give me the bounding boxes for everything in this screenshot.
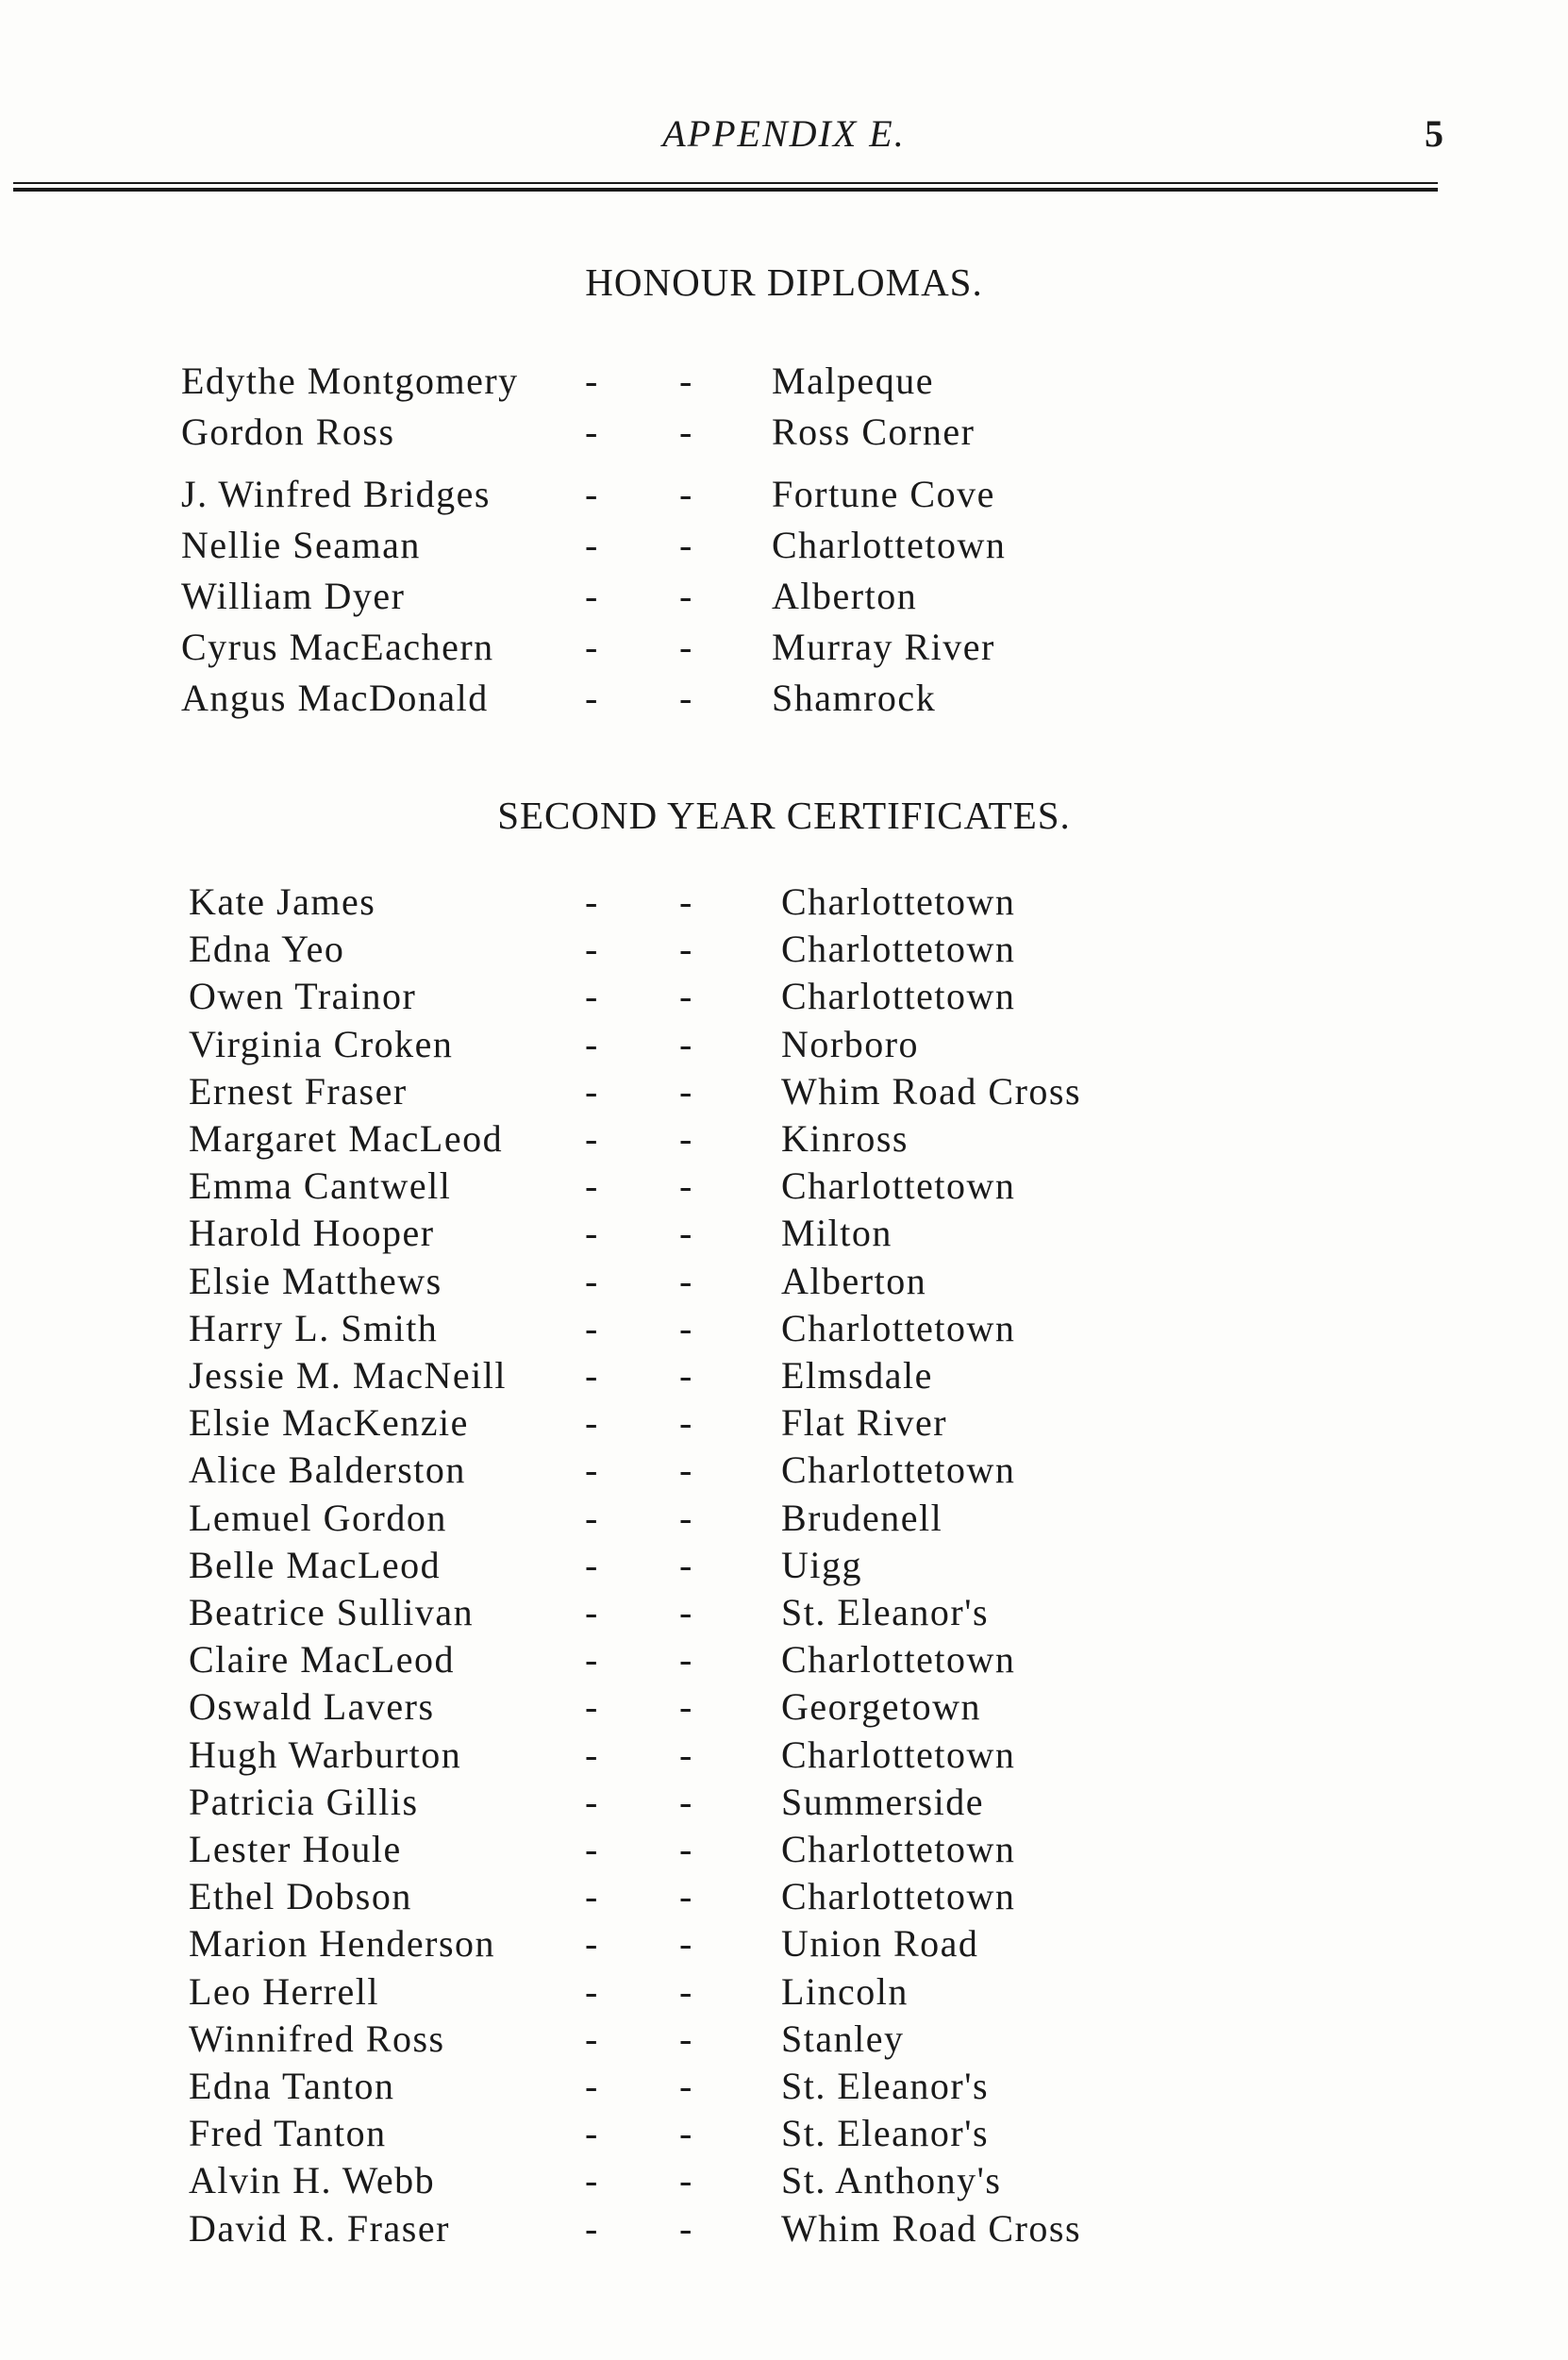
list-item bbox=[0, 1732, 1568, 1780]
entry-name: Hugh Warburton bbox=[189, 1733, 462, 1776]
leader-dash: - bbox=[585, 1354, 599, 1397]
list-item bbox=[0, 1684, 1568, 1732]
leader-dash: - bbox=[585, 2159, 599, 2201]
entry-name: William Dyer bbox=[181, 575, 406, 617]
leader-dash: - bbox=[585, 1828, 599, 1870]
leader-dash: - bbox=[679, 1733, 693, 1776]
entry-place: Charlottetown bbox=[781, 880, 1016, 923]
leader-dash: - bbox=[679, 360, 693, 402]
entry-name: Ernest Fraser bbox=[189, 1070, 408, 1113]
leader-dash: - bbox=[679, 1164, 693, 1207]
entry-place: Charlottetown bbox=[781, 1733, 1016, 1776]
entry-name: Harry L. Smith bbox=[189, 1307, 439, 1349]
leader-dash: - bbox=[679, 2207, 693, 2250]
leader-dash: - bbox=[679, 1544, 693, 1586]
entry-place: Summerside bbox=[781, 1781, 984, 1823]
leader-dash: - bbox=[679, 2159, 693, 2201]
entry-place: Lincoln bbox=[781, 1970, 909, 2013]
entry-place: Charlottetown bbox=[781, 1828, 1016, 1870]
leader-dash: - bbox=[679, 1307, 693, 1349]
list-item bbox=[0, 574, 1568, 621]
running-head bbox=[0, 111, 1568, 159]
leader-dash: - bbox=[679, 1354, 693, 1397]
entry-name: Claire MacLeod bbox=[189, 1638, 455, 1681]
entry-place: Union Road bbox=[781, 1922, 979, 1965]
leader-dash: - bbox=[585, 626, 599, 668]
leader-dash: - bbox=[679, 1685, 693, 1728]
list-item bbox=[0, 1259, 1568, 1306]
list-item bbox=[0, 1022, 1568, 1069]
entry-name: Edythe Montgomery bbox=[181, 360, 519, 402]
list-item bbox=[0, 472, 1568, 519]
leader-dash: - bbox=[679, 2065, 693, 2107]
entry-place: Kinross bbox=[781, 1117, 909, 1160]
leader-dash: - bbox=[679, 1638, 693, 1681]
list-item bbox=[0, 1211, 1568, 1258]
entry-place: Alberton bbox=[781, 1260, 927, 1302]
leader-dash: - bbox=[585, 2207, 599, 2250]
entry-name: Edna Yeo bbox=[189, 928, 345, 970]
leader-dash: - bbox=[585, 1260, 599, 1302]
entry-name: Angus MacDonald bbox=[181, 677, 489, 719]
leader-dash: - bbox=[585, 1307, 599, 1349]
list-item bbox=[0, 1874, 1568, 1921]
leader-dash: - bbox=[679, 524, 693, 566]
leader-dash: - bbox=[585, 1638, 599, 1681]
leader-dash: - bbox=[679, 1448, 693, 1491]
entry-place: St. Eleanor's bbox=[781, 2112, 990, 2154]
entry-name: Oswald Lavers bbox=[189, 1685, 435, 1728]
entry-name: Kate James bbox=[189, 880, 376, 923]
entry-name: Alvin H. Webb bbox=[189, 2159, 436, 2201]
leader-dash: - bbox=[679, 1401, 693, 1444]
list-item bbox=[0, 927, 1568, 974]
leader-dash: - bbox=[679, 1591, 693, 1633]
leader-dash: - bbox=[585, 1070, 599, 1113]
list-item bbox=[0, 1163, 1568, 1211]
leader-dash: - bbox=[585, 1212, 599, 1254]
entry-place: Ross Corner bbox=[772, 410, 976, 453]
entry-name: Emma Cantwell bbox=[189, 1164, 452, 1207]
entry-name: Gordon Ross bbox=[181, 410, 395, 453]
page-number: 5 bbox=[1425, 112, 1443, 155]
list-item bbox=[0, 1590, 1568, 1637]
entry-name: Beatrice Sullivan bbox=[189, 1591, 475, 1633]
leader-dash: - bbox=[679, 473, 693, 515]
list-item bbox=[0, 1069, 1568, 1116]
entry-name: Ethel Dobson bbox=[189, 1875, 412, 1917]
leader-dash: - bbox=[585, 2017, 599, 2060]
leader-dash: - bbox=[585, 1685, 599, 1728]
leader-dash: - bbox=[679, 1828, 693, 1870]
list-item bbox=[0, 359, 1568, 406]
list-item bbox=[0, 2017, 1568, 2064]
leader-dash: - bbox=[679, 880, 693, 923]
entry-name: Patricia Gillis bbox=[189, 1781, 419, 1823]
entry-place: Shamrock bbox=[772, 677, 937, 719]
entry-place: Charlottetown bbox=[772, 524, 1007, 566]
header-rule-thick bbox=[13, 188, 1438, 192]
list-item bbox=[0, 1921, 1568, 1968]
entry-place: Flat River bbox=[781, 1401, 948, 1444]
entry-name: Belle MacLeod bbox=[189, 1544, 442, 1586]
leader-dash: - bbox=[679, 626, 693, 668]
entry-place: Charlottetown bbox=[781, 1448, 1016, 1491]
leader-dash: - bbox=[585, 1164, 599, 1207]
entry-place: Elmsdale bbox=[781, 1354, 933, 1397]
leader-dash: - bbox=[679, 2017, 693, 2060]
leader-dash: - bbox=[585, 1591, 599, 1633]
leader-dash: - bbox=[585, 410, 599, 453]
leader-dash: - bbox=[679, 677, 693, 719]
leader-dash: - bbox=[679, 1260, 693, 1302]
entry-name: Leo Herrell bbox=[189, 1970, 379, 2013]
list-item bbox=[0, 1827, 1568, 1874]
leader-dash: - bbox=[585, 473, 599, 515]
list-item bbox=[0, 2158, 1568, 2205]
leader-dash: - bbox=[679, 1875, 693, 1917]
leader-dash: - bbox=[585, 975, 599, 1017]
list-item bbox=[0, 1969, 1568, 2017]
entry-place: Malpeque bbox=[772, 360, 934, 402]
leader-dash: - bbox=[679, 410, 693, 453]
leader-dash: - bbox=[585, 677, 599, 719]
leader-dash: - bbox=[585, 1544, 599, 1586]
entry-name: Virginia Croken bbox=[189, 1023, 454, 1065]
leader-dash: - bbox=[585, 880, 599, 923]
entry-place: Charlottetown bbox=[781, 928, 1016, 970]
entry-name: Winnifred Ross bbox=[189, 2017, 445, 2060]
entry-place: Brudenell bbox=[781, 1497, 943, 1539]
entry-place: Charlottetown bbox=[781, 1875, 1016, 1917]
entry-place: Uigg bbox=[781, 1544, 862, 1586]
entry-name: Cyrus MacEachern bbox=[181, 626, 494, 668]
entry-name: J. Winfred Bridges bbox=[181, 473, 491, 515]
leader-dash: - bbox=[679, 975, 693, 1017]
entry-name: Elsie MacKenzie bbox=[189, 1401, 469, 1444]
entry-name: Owen Trainor bbox=[189, 975, 417, 1017]
list-item bbox=[0, 523, 1568, 570]
entry-place: Charlottetown bbox=[781, 1307, 1016, 1349]
entry-place: Norboro bbox=[781, 1023, 920, 1065]
running-title: APPENDIX E. bbox=[662, 112, 906, 155]
entry-place: Murray River bbox=[772, 626, 995, 668]
leader-dash: - bbox=[679, 928, 693, 970]
leader-dash: - bbox=[585, 1448, 599, 1491]
leader-dash: - bbox=[679, 575, 693, 617]
leader-dash: - bbox=[585, 524, 599, 566]
entry-place: Charlottetown bbox=[781, 975, 1016, 1017]
entry-place: Alberton bbox=[772, 575, 918, 617]
list-item bbox=[0, 1448, 1568, 1495]
list-item bbox=[0, 676, 1568, 723]
leader-dash: - bbox=[585, 575, 599, 617]
leader-dash: - bbox=[585, 1023, 599, 1065]
entry-name: Nellie Seaman bbox=[181, 524, 421, 566]
entry-name: Jessie M. MacNeill bbox=[189, 1354, 507, 1397]
leader-dash: - bbox=[585, 1781, 599, 1823]
header-rule-thin bbox=[13, 182, 1438, 184]
leader-dash: - bbox=[585, 928, 599, 970]
list-item bbox=[0, 2064, 1568, 2111]
list-item bbox=[0, 410, 1568, 457]
entry-name: David R. Fraser bbox=[189, 2207, 450, 2250]
leader-dash: - bbox=[585, 1497, 599, 1539]
entry-name: Marion Henderson bbox=[189, 1922, 496, 1965]
entry-place: Stanley bbox=[781, 2017, 905, 2060]
leader-dash: - bbox=[679, 1781, 693, 1823]
list-item bbox=[0, 2206, 1568, 2253]
leader-dash: - bbox=[679, 1070, 693, 1113]
entry-place: Charlottetown bbox=[781, 1638, 1016, 1681]
leader-dash: - bbox=[679, 1023, 693, 1065]
leader-dash: - bbox=[585, 1922, 599, 1965]
list-item bbox=[0, 1353, 1568, 1400]
leader-dash: - bbox=[679, 1212, 693, 1254]
leader-dash: - bbox=[585, 2065, 599, 2107]
leader-dash: - bbox=[585, 360, 599, 402]
list-item bbox=[0, 1637, 1568, 1684]
entry-name: Alice Balderston bbox=[189, 1448, 466, 1491]
list-item bbox=[0, 1306, 1568, 1353]
leader-dash: - bbox=[679, 1970, 693, 2013]
leader-dash: - bbox=[585, 1733, 599, 1776]
section-heading-second-year-certificates: SECOND YEAR CERTIFICATES. bbox=[497, 794, 1071, 837]
entry-name: Lester Houle bbox=[189, 1828, 402, 1870]
entry-place: Milton bbox=[781, 1212, 892, 1254]
section-heading-honour-diplomas: HONOUR DIPLOMAS. bbox=[585, 260, 983, 304]
list-item bbox=[0, 625, 1568, 672]
entry-place: Georgetown bbox=[781, 1685, 981, 1728]
leader-dash: - bbox=[679, 1922, 693, 1965]
entry-name: Elsie Matthews bbox=[189, 1260, 442, 1302]
entry-place: Whim Road Cross bbox=[781, 2207, 1082, 2250]
leader-dash: - bbox=[679, 2112, 693, 2154]
leader-dash: - bbox=[679, 1117, 693, 1160]
list-item bbox=[0, 1496, 1568, 1543]
leader-dash: - bbox=[679, 1497, 693, 1539]
leader-dash: - bbox=[585, 1970, 599, 2013]
entry-place: Charlottetown bbox=[781, 1164, 1016, 1207]
list-item bbox=[0, 2111, 1568, 2158]
leader-dash: - bbox=[585, 1117, 599, 1160]
list-item bbox=[0, 974, 1568, 1021]
entry-place: St. Eleanor's bbox=[781, 2065, 990, 2107]
entry-name: Fred Tanton bbox=[189, 2112, 387, 2154]
leader-dash: - bbox=[585, 2112, 599, 2154]
entry-place: Whim Road Cross bbox=[781, 1070, 1082, 1113]
entry-name: Edna Tanton bbox=[189, 2065, 395, 2107]
entry-name: Margaret MacLeod bbox=[189, 1117, 504, 1160]
list-item bbox=[0, 879, 1568, 927]
leader-dash: - bbox=[585, 1875, 599, 1917]
list-item bbox=[0, 1543, 1568, 1590]
entry-name: Harold Hooper bbox=[189, 1212, 435, 1254]
entry-place: Fortune Cove bbox=[772, 473, 995, 515]
list-item bbox=[0, 1780, 1568, 1827]
list-item bbox=[0, 1116, 1568, 1163]
list-item bbox=[0, 1400, 1568, 1448]
entry-place: St. Eleanor's bbox=[781, 1591, 990, 1633]
entry-place: St. Anthony's bbox=[781, 2159, 1002, 2201]
leader-dash: - bbox=[585, 1401, 599, 1444]
entry-name: Lemuel Gordon bbox=[189, 1497, 447, 1539]
